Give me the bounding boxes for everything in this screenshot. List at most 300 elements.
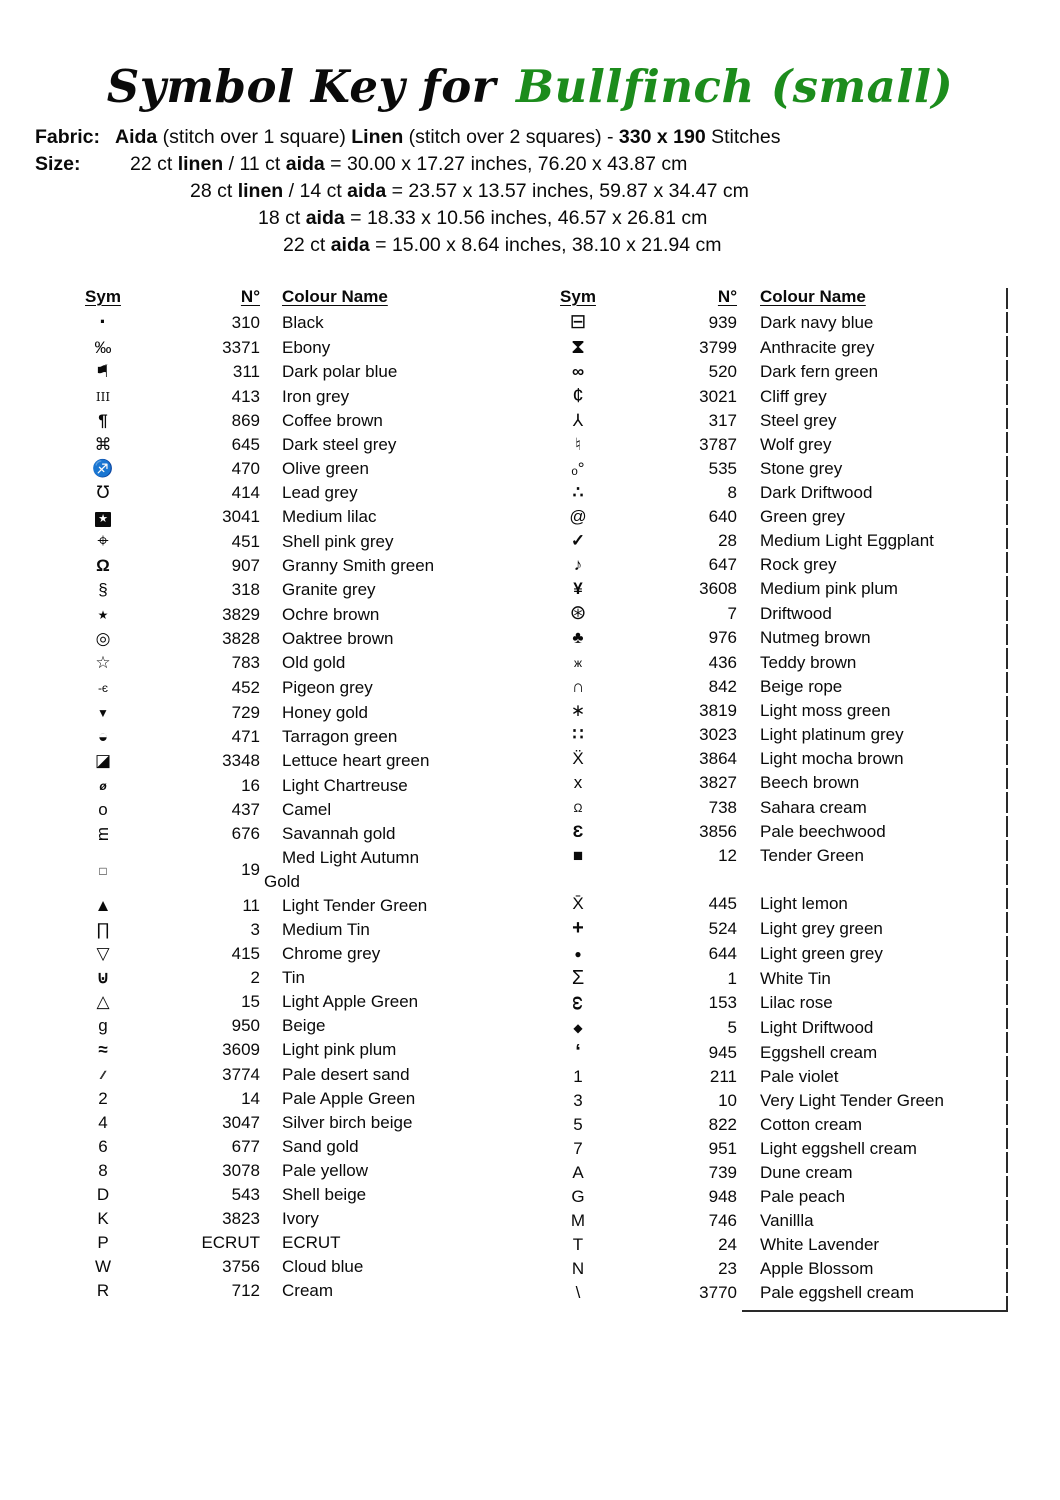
colour-name: White Tin — [760, 968, 831, 988]
stitch-symbol: ‘ — [575, 1041, 581, 1063]
stitch-symbol: ◎ — [95, 629, 111, 648]
colour-name-cell — [737, 1015, 1008, 1040]
pattern-info — [35, 124, 780, 259]
colour-name-cell — [260, 675, 502, 700]
key-row — [80, 409, 502, 433]
thread-number-cell: 822 — [708, 1115, 737, 1134]
symbol-cell — [555, 916, 601, 941]
stitch-symbol: x — [573, 773, 583, 792]
fabric-line — [35, 124, 780, 151]
stitch-symbol: K — [97, 1209, 109, 1228]
key-row — [80, 1087, 502, 1111]
colour-name: Stone grey — [760, 459, 843, 478]
thread-number-cell: 28 — [718, 531, 737, 550]
symbol-cell — [555, 626, 601, 650]
colour-name: Pigeon grey — [282, 677, 373, 697]
stitch-symbol: ♣ — [572, 628, 584, 647]
colour-name: Honey gold — [282, 702, 369, 722]
stitch-symbol: ■ — [572, 846, 584, 865]
stitch-symbol: A — [572, 1163, 584, 1182]
symbol-cell — [555, 966, 601, 991]
colour-name: Anthracite grey — [760, 337, 875, 357]
colour-name: Vanillla — [760, 1211, 814, 1230]
key-row — [80, 990, 502, 1014]
stitch-symbol: m — [92, 826, 112, 842]
colour-name: Silver birch beige — [282, 1113, 413, 1132]
key-row — [555, 991, 1008, 1015]
symbol-cell — [80, 384, 126, 409]
key-row — [80, 651, 502, 675]
thread-number-cell: 3823 — [222, 1209, 260, 1228]
thread-number-cell: 3756 — [222, 1257, 260, 1276]
colour-name-cell — [260, 578, 502, 602]
stitch-symbol: ∞ — [571, 362, 585, 381]
key-row — [80, 578, 502, 602]
key-row — [80, 1014, 502, 1038]
stitch-symbol: ★ — [95, 512, 111, 527]
stitch-symbol: ♐ — [92, 459, 114, 478]
stitch-symbol: g — [98, 1016, 108, 1035]
key-row — [555, 1209, 1008, 1233]
fabric-label: Fabric: — [35, 126, 101, 148]
size-block — [35, 151, 780, 259]
thread-number-cell: 783 — [231, 653, 260, 672]
key-row — [80, 918, 502, 942]
key-row — [80, 749, 502, 773]
text-segment: linen — [237, 180, 284, 202]
stitch-symbol: ▼ — [97, 706, 109, 720]
stitch-symbol: ¥ — [573, 579, 583, 598]
colour-name: White Lavender — [760, 1235, 880, 1254]
key-row — [555, 1065, 1008, 1089]
symbol-key-table-left — [80, 284, 502, 1303]
key-row — [555, 941, 1008, 966]
symbol-cell — [555, 747, 601, 771]
thread-number-cell: 869 — [231, 411, 260, 430]
thread-number-cell: 19 — [241, 860, 260, 879]
symbol-cell — [555, 795, 601, 820]
colour-name: Light pink plum — [282, 1040, 397, 1059]
size-lines — [35, 151, 780, 259]
thread-number-cell: 451 — [231, 531, 260, 551]
key-row — [555, 626, 1008, 650]
key-row — [555, 771, 1008, 795]
text-segment: 18 ct — [258, 207, 306, 229]
symbol-cell — [80, 1135, 126, 1159]
key-row — [555, 1113, 1008, 1137]
stitch-symbol: ‰ — [94, 338, 112, 357]
colour-name: Savannah gold — [282, 824, 396, 843]
colour-name: Shell pink grey — [282, 531, 394, 551]
thread-number-cell: 3021 — [699, 386, 737, 406]
colour-name-cell — [260, 409, 502, 433]
stitch-symbol: ☆ — [95, 653, 111, 672]
key-row — [80, 529, 502, 554]
thread-number-cell: 12 — [718, 846, 737, 865]
stitch-symbol: ⌖ — [97, 530, 109, 552]
colour-name: Dark polar blue — [282, 362, 398, 381]
symbol-cell — [80, 505, 126, 529]
key-row — [80, 846, 502, 894]
colour-name-cell — [737, 505, 1008, 529]
symbol-cell — [555, 991, 601, 1015]
colour-name: Pale desert sand — [282, 1064, 410, 1084]
thread-number-cell: 729 — [231, 702, 260, 722]
key-row — [80, 1111, 502, 1135]
symbol-cell — [80, 1159, 126, 1183]
size-label: Size: — [35, 153, 81, 175]
colour-name: Medium Light Eggplant — [760, 531, 934, 550]
colour-name: Lettuce heart green — [282, 751, 430, 770]
stitch-symbol: ● — [574, 947, 582, 961]
colour-name-cell — [260, 360, 502, 384]
key-row — [555, 844, 1008, 868]
colour-name: Very Light Tender Green — [760, 1091, 944, 1110]
stitch-symbol: ⅄ — [572, 411, 584, 430]
colour-name: Light green grey — [760, 943, 883, 963]
colour-name-cell — [737, 771, 1008, 795]
text-segment: (stitch over 1 square) — [157, 126, 352, 148]
thread-number-cell: 3 — [250, 920, 260, 939]
colour-name-cell — [260, 1207, 502, 1231]
colour-name: Beech brown — [760, 773, 860, 792]
thread-number-cell: 310 — [231, 313, 260, 332]
key-row — [80, 310, 502, 336]
colour-name: Cotton cream — [760, 1115, 863, 1134]
thread-number-cell: 644 — [708, 943, 737, 963]
colour-name-cell — [260, 773, 502, 798]
symbol-cell — [80, 675, 126, 700]
symbol-cell — [80, 1062, 126, 1087]
symbol-cell — [80, 554, 126, 578]
colour-name: Granite grey — [282, 580, 376, 599]
symbol-cell — [80, 1014, 126, 1038]
stitch-symbol: 1 — [573, 1067, 583, 1086]
colour-name-cell — [737, 1209, 1008, 1233]
colour-name: Beige rope — [760, 677, 843, 696]
key-row — [555, 505, 1008, 529]
thread-number-cell: 413 — [231, 386, 260, 406]
colour-name: Iron grey — [282, 386, 350, 406]
colour-name: Shell beige — [282, 1185, 367, 1204]
colour-name-cell — [737, 723, 1008, 747]
colour-name-cell — [260, 1279, 502, 1303]
key-row — [555, 966, 1008, 991]
stitch-symbol: ◆ — [573, 1021, 583, 1035]
symbol-cell — [555, 310, 601, 335]
thread-number-cell: 14 — [241, 1089, 260, 1108]
symbol-cell — [555, 1065, 601, 1089]
colour-name-cell — [737, 1065, 1008, 1089]
key-row — [555, 1089, 1008, 1113]
table-header-row — [555, 284, 1008, 310]
text-segment: = 30.00 x 17.27 inches, 76.20 x 43.87 cm — [324, 153, 688, 175]
text-segment: aida — [285, 153, 325, 175]
text-segment: 22 ct — [283, 234, 331, 256]
key-row — [80, 894, 502, 918]
stitch-symbol: ≈ — [98, 1040, 108, 1059]
colour-name-cell — [737, 310, 1008, 335]
stitch-symbol: 3 — [573, 1091, 583, 1110]
thread-number-cell: 948 — [708, 1187, 737, 1206]
stitch-symbol: ⚑ — [95, 362, 111, 381]
thread-number-cell: 739 — [708, 1163, 737, 1182]
symbol-cell — [80, 409, 126, 433]
symbol-cell — [80, 918, 126, 942]
thread-number-cell: 2 — [250, 968, 260, 987]
text-segment: 22 ct — [130, 153, 178, 175]
symbol-cell — [555, 505, 601, 529]
thread-number-cell: 16 — [241, 775, 260, 795]
key-row — [80, 700, 502, 725]
key-row — [555, 577, 1008, 601]
colour-name: Light Chartreuse — [282, 775, 408, 795]
key-row — [555, 892, 1008, 916]
colour-name: Pale yellow — [282, 1161, 368, 1180]
thread-number-cell: 3608 — [699, 579, 737, 598]
stitch-symbol: 5 — [573, 1115, 583, 1134]
key-row — [80, 822, 502, 846]
colour-name-cell — [260, 846, 502, 894]
symbol-cell — [80, 749, 126, 773]
colour-name-cell — [737, 650, 1008, 675]
text-segment: 330 x 190 — [618, 126, 706, 148]
stitch-symbol: 2 — [98, 1089, 108, 1108]
symbol-cell — [555, 360, 601, 384]
symbol-cell — [80, 798, 126, 822]
stitch-symbol: ▽ — [96, 944, 110, 963]
key-row — [555, 723, 1008, 747]
colour-name-cell — [737, 1185, 1008, 1209]
symbol-cell — [80, 627, 126, 651]
colour-name: Cream — [282, 1281, 334, 1300]
thread-number-cell: 3047 — [222, 1113, 260, 1132]
stitch-symbol: III — [95, 390, 111, 404]
text-segment: = 18.33 x 10.56 inches, 46.57 x 26.81 cm — [344, 207, 708, 229]
colour-name: Light Driftwood — [760, 1017, 874, 1037]
symbol-cell — [555, 409, 601, 433]
colour-name-cell — [260, 1135, 502, 1159]
header-number: N° — [240, 287, 260, 306]
colour-name: Sand gold — [282, 1137, 359, 1156]
thread-number-cell: 5 — [727, 1017, 737, 1037]
stitch-symbol: -є — [97, 681, 109, 695]
colour-name-cell — [260, 602, 502, 627]
text-segment: linen — [177, 153, 224, 175]
key-row — [555, 916, 1008, 941]
symbol-cell — [80, 578, 126, 602]
stitch-symbol: N — [571, 1259, 585, 1278]
key-row — [555, 335, 1008, 360]
colour-name: Ebony — [282, 338, 331, 357]
key-row — [80, 1135, 502, 1159]
symbol-cell — [555, 1161, 601, 1185]
thread-number-cell: 470 — [231, 459, 260, 478]
colour-name: Light Tender Green — [282, 896, 428, 915]
colour-name: Medium pink plum — [760, 579, 898, 598]
key-row — [80, 725, 502, 749]
colour-name-cell — [737, 457, 1008, 481]
colour-name: Light eggshell cream — [760, 1139, 917, 1158]
key-row — [555, 553, 1008, 577]
thread-number-cell: 452 — [231, 677, 260, 697]
symbol-cell — [555, 577, 601, 601]
text-segment: 28 ct — [190, 180, 238, 202]
colour-name: Pale eggshell cream — [760, 1283, 915, 1302]
colour-name: Pale violet — [760, 1067, 839, 1086]
stitch-symbol: ¢ — [572, 385, 584, 407]
colour-name: Light moss green — [760, 701, 891, 720]
stitch-symbol: · — [99, 309, 107, 334]
colour-name-cell — [737, 747, 1008, 771]
colour-name-cell — [737, 916, 1008, 941]
symbol-cell — [80, 1231, 126, 1255]
colour-name: Eggshell cream — [760, 1042, 878, 1062]
key-row — [80, 675, 502, 700]
colour-name: Tender Green — [760, 846, 864, 865]
symbol-cell — [555, 433, 601, 457]
stitch-symbol: □ — [99, 863, 107, 878]
stitch-symbol: @ — [569, 507, 587, 526]
thread-number-cell: 318 — [231, 580, 260, 599]
colour-name-cell — [737, 1281, 1008, 1305]
header-colour-name: Colour Name — [760, 287, 866, 306]
title-black: Symbol Key for — [106, 60, 496, 113]
colour-name-cell — [260, 384, 502, 409]
colour-name-cell — [260, 700, 502, 725]
colour-name: Lilac rose — [760, 993, 833, 1012]
colour-name-cell — [260, 725, 502, 749]
colour-name-cell — [737, 1257, 1008, 1281]
thread-number-cell: 3819 — [699, 701, 737, 720]
thread-number-cell: 3041 — [222, 507, 260, 526]
symbol-cell — [80, 990, 126, 1014]
title-green: Bullfinch (small) — [515, 60, 954, 113]
symbol-cell — [555, 1137, 601, 1161]
symbol-cell — [555, 1209, 601, 1233]
stitch-symbol: ✓ — [570, 531, 586, 550]
symbol-cell — [555, 941, 601, 966]
colour-name: Light mocha brown — [760, 749, 904, 768]
symbol-cell — [555, 868, 601, 892]
symbol-cell — [80, 725, 126, 749]
key-row — [80, 457, 502, 481]
thread-number-cell: 437 — [231, 800, 260, 819]
stitch-symbol: ⧗ — [570, 336, 586, 358]
colour-name-cell — [737, 360, 1008, 384]
key-row — [555, 747, 1008, 771]
symbol-cell — [555, 601, 601, 626]
colour-name-cell — [260, 942, 502, 966]
colour-name: Dark Driftwood — [760, 483, 873, 502]
colour-name-cell — [260, 1159, 502, 1183]
key-row — [555, 1015, 1008, 1040]
colour-name: Dune cream — [760, 1163, 853, 1182]
table-header-row — [80, 284, 502, 310]
colour-name-cell — [737, 335, 1008, 360]
stitch-symbol: W — [94, 1257, 112, 1276]
colour-name-cell — [260, 798, 502, 822]
text-segment: Linen — [351, 126, 404, 148]
thread-number-cell: 976 — [708, 628, 737, 647]
thread-number-cell: 3078 — [222, 1161, 260, 1180]
symbol-cell — [555, 892, 601, 916]
symbol-cell — [555, 335, 601, 360]
colour-name-cell — [260, 1038, 502, 1062]
colour-name-cell — [737, 1137, 1008, 1161]
symbol-cell — [555, 844, 601, 868]
thread-number-cell: 311 — [232, 362, 260, 381]
text-segment: Aida — [115, 126, 158, 148]
thread-number-cell: 471 — [231, 727, 260, 746]
colour-name-cell — [737, 433, 1008, 457]
thread-number-cell: 8 — [727, 483, 737, 502]
colour-name-cell — [260, 1062, 502, 1087]
key-row — [555, 481, 1008, 505]
thread-number-cell: 3799 — [699, 337, 737, 357]
key-row — [80, 602, 502, 627]
colour-name: Light grey green — [760, 918, 883, 938]
symbol-cell — [555, 1015, 601, 1040]
thread-number-cell: 842 — [708, 677, 737, 696]
colour-name: Apple Blossom — [760, 1259, 874, 1278]
colour-name-cell — [260, 894, 502, 918]
colour-name: Beige — [282, 1016, 326, 1035]
colour-name: Cliff grey — [760, 386, 827, 406]
key-row — [80, 1062, 502, 1087]
symbol-cell — [80, 773, 126, 798]
stitch-symbol: + — [572, 917, 584, 939]
symbol-cell — [80, 602, 126, 627]
header-colour-name: Colour Name — [282, 287, 388, 306]
thread-number-cell: 153 — [708, 993, 737, 1012]
symbol-cell — [80, 457, 126, 481]
colour-name-cell — [737, 820, 1008, 844]
stitch-symbol: 6 — [98, 1137, 108, 1156]
key-row — [555, 310, 1008, 335]
key-row — [555, 1040, 1008, 1065]
colour-name: Camel — [282, 800, 332, 819]
text-segment: aida — [347, 180, 387, 202]
text-segment: aida — [330, 234, 370, 256]
stitch-symbol: ▲ — [94, 896, 112, 915]
colour-name-cell — [737, 1040, 1008, 1065]
symbol-cell — [555, 553, 601, 577]
thread-number-cell: 7 — [727, 603, 737, 623]
thread-number-cell: 3829 — [222, 604, 260, 624]
colour-name: Light platinum grey — [760, 725, 904, 744]
colour-name-cell — [737, 991, 1008, 1015]
stitch-symbol: 8 — [98, 1161, 108, 1180]
symbol-cell — [80, 1111, 126, 1135]
symbol-cell — [80, 651, 126, 675]
thread-number-cell: 3787 — [699, 435, 737, 454]
symbol-cell — [555, 457, 601, 481]
key-row — [80, 966, 502, 990]
colour-name: Steel grey — [760, 411, 837, 430]
symbol-cell — [80, 1038, 126, 1062]
size-line — [258, 205, 780, 232]
header-sym: Sym — [560, 287, 596, 306]
symbol-cell — [80, 1087, 126, 1111]
colour-name-cell — [737, 868, 1008, 892]
colour-name-cell — [260, 918, 502, 942]
colour-name: Coffee brown — [282, 411, 383, 430]
thread-number-cell: 415 — [231, 944, 260, 963]
text-segment: / 14 ct — [283, 180, 348, 202]
symbol-cell — [80, 433, 126, 457]
symbol-cell — [80, 846, 126, 894]
